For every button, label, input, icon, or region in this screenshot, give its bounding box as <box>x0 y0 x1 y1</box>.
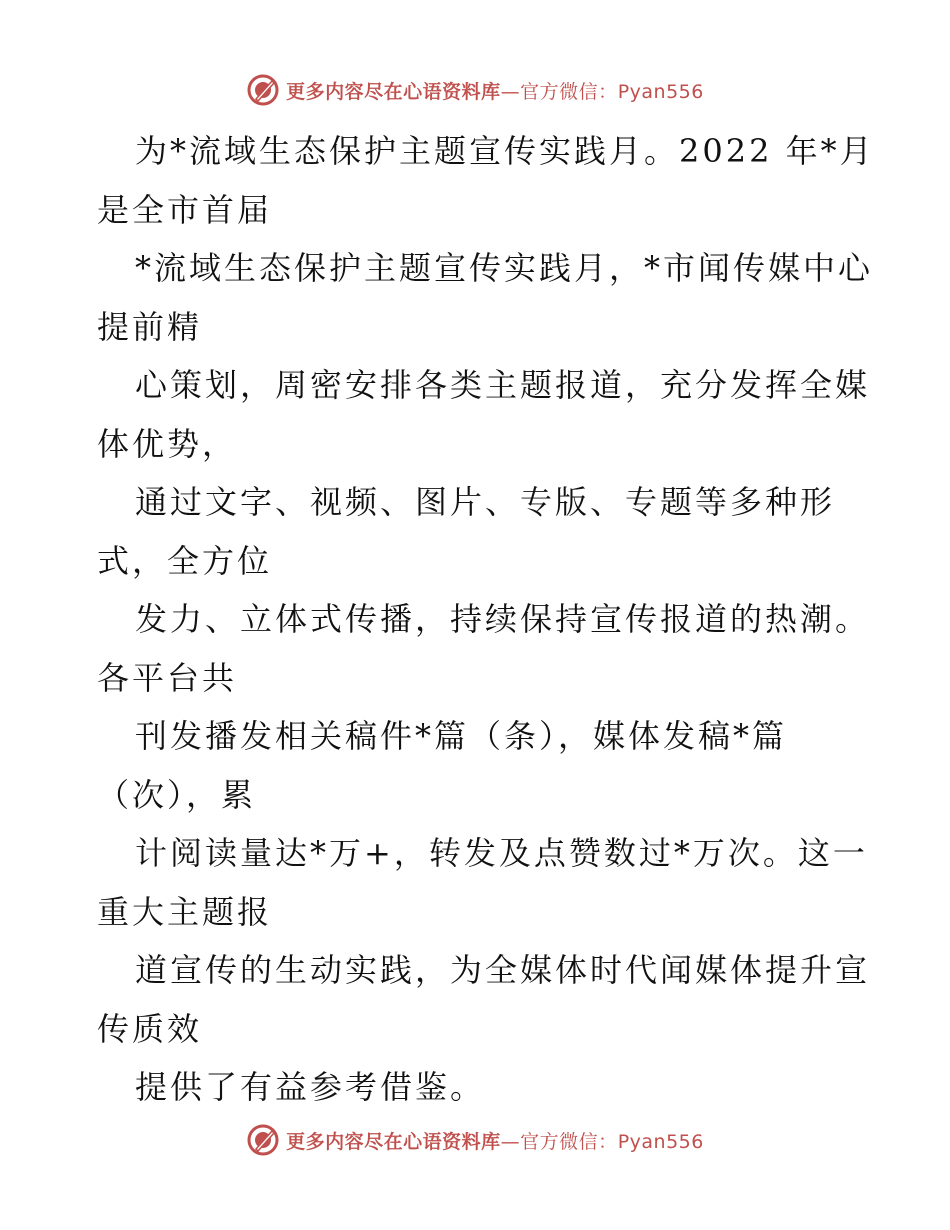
body-line: 重大主题报 <box>97 892 273 931</box>
body-line: 传质效 <box>97 1009 203 1048</box>
body-line: 提前精 <box>97 307 203 346</box>
document-body <box>97 122 875 1117</box>
body-line: *流域生态保护主题宣传实践月，*市闻传媒中心 <box>135 249 874 287</box>
body-line: 式，全方位 <box>97 541 273 580</box>
pen-seal-icon <box>246 73 280 107</box>
body-line: （次），累 <box>97 775 257 814</box>
body-line: 计阅读量达*万+，转发及点赞数过*万次。这一 <box>135 834 868 872</box>
banner-site-name: 更多内容尽在心语资料库 <box>286 80 501 103</box>
body-line: 心策划，周密安排各类主题报道，充分发挥全媒 <box>135 366 871 404</box>
banner-wechat-id: Pyan556 <box>617 80 704 103</box>
banner-wechat-id: Pyan556 <box>617 1130 704 1153</box>
banner-site-name: 更多内容尽在心语资料库 <box>286 1130 501 1153</box>
banner-wechat-label: 官方微信： <box>520 1130 618 1153</box>
banner-wechat-label: 官方微信： <box>520 80 618 103</box>
banner-separator: — <box>500 80 521 103</box>
body-line: 发力、立体式传播，持续保持宣传报道的热潮。 <box>135 600 871 638</box>
footer-banner <box>0 1120 950 1160</box>
header-banner <box>0 70 950 110</box>
body-line: 道宣传的生动实践，为全媒体时代闻媒体提升宣 <box>135 951 871 989</box>
banner-separator: — <box>500 1130 521 1153</box>
pen-seal-icon <box>246 1123 280 1157</box>
body-line: 为*流域生态保护主题宣传实践月。2022 年*月 <box>135 132 875 170</box>
banner-text <box>286 77 704 104</box>
body-line: 各平台共 <box>97 658 238 697</box>
body-line: 体优势， <box>97 424 238 463</box>
body-line: 刊发播发相关稿件*篇（条），媒体发稿*篇 <box>135 717 788 755</box>
banner-text <box>286 1127 704 1154</box>
body-line: 通过文字、视频、图片、专版、专题等多种形 <box>135 483 836 521</box>
body-line: 提供了有益参考借鉴。 <box>135 1068 486 1106</box>
body-line: 是全市首届 <box>97 190 273 229</box>
